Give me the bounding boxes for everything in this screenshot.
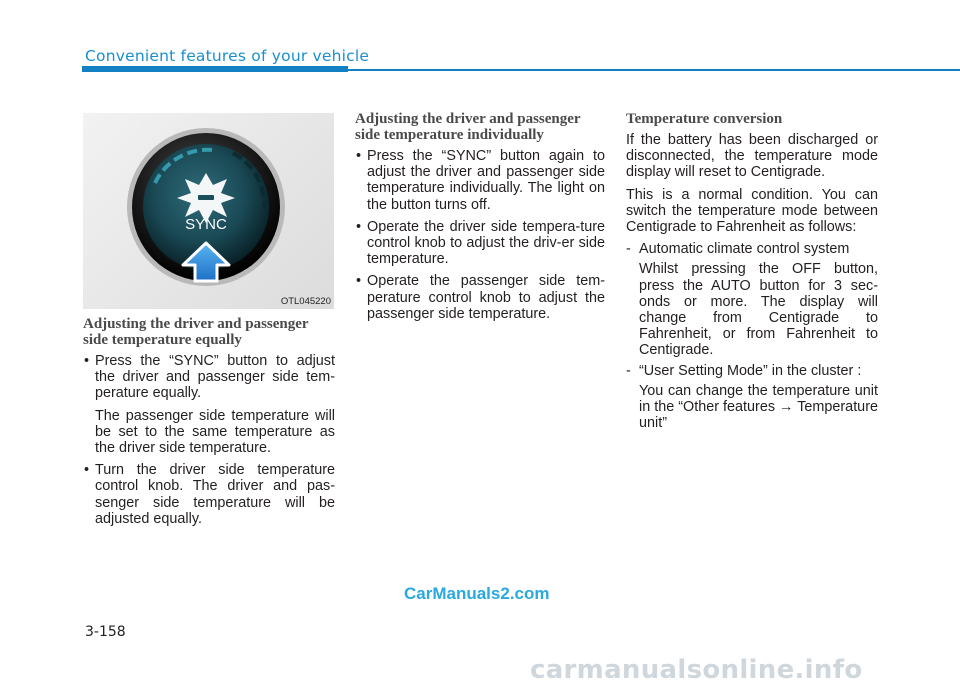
dash-mark: - [626, 241, 631, 258]
dash-item-text: Automatic climate control system [639, 241, 850, 258]
sync-button-figure [83, 113, 334, 309]
bullet-subtext: The passenger side temperature will be set to the same temperature as the driver side temperature. [95, 407, 335, 457]
bullet-item: • Operate the driver side tempera-ture control knob to adjust the driv-er side temperature. [355, 219, 605, 268]
column-2 [355, 111, 605, 328]
bullet-item: • Operate the passenger side tem-perature control knob to adjust the passenger side temperature. [355, 273, 605, 322]
bullet-item: • Press the “SYNC” button again to adjust the driver and passenger side temperature individually. The light on the button turns off. [355, 148, 605, 213]
paragraph: If the battery has been discharged or disconnected, the temperature mode display will reset to Centigrade. [626, 132, 878, 181]
heading-equal: Adjusting the driver and passenger side temperature equally [83, 316, 309, 348]
dash-item [626, 363, 878, 379]
header-bar [82, 66, 348, 72]
watermark-link[interactable]: CarManuals2.com [404, 584, 550, 603]
column-3 [626, 111, 878, 435]
sync-label: SYNC [185, 216, 227, 233]
dash-item-text: “User Setting Mode” in the cluster : [639, 362, 862, 379]
dash-mark: - [626, 362, 631, 379]
section-title: Convenient features of your vehicle [85, 47, 370, 65]
heading-individual: Adjusting the driver and passenger side temperature individually [355, 111, 581, 143]
dash-subtext: You can change the temperature unit in the “Other features → Temperature unit” [639, 382, 878, 432]
dash-subtext: Whilst pressing the OFF button, press the AUTO button for 3 sec-onds or more. The display will change from Centigrade to Fahrenheit, or from Fahrenheit to Centigrade. [639, 261, 878, 359]
dash-item [626, 241, 878, 257]
heading-temperature-conversion: Temperature conversion [626, 111, 783, 127]
page-number: 3-158 [85, 624, 126, 640]
column-1 [83, 316, 335, 533]
figure-code: OTL045220 [280, 296, 331, 307]
bullet-item: • Turn the driver side temperature control knob. The driver and pas-senger side temperature will be adjusted equally. [83, 462, 335, 527]
sync-button-illustration [83, 113, 334, 309]
bullet-item: • Press the “SYNC” button to adjust the driver and passenger side tem-perature equally. [83, 353, 335, 402]
footer-site-watermark: carmanualsonline.info [530, 655, 863, 685]
header-rule [348, 69, 960, 71]
paragraph: This is a normal condition. You can switch the temperature mode between Centigrade to Fahrenheit as follows: [626, 186, 878, 236]
